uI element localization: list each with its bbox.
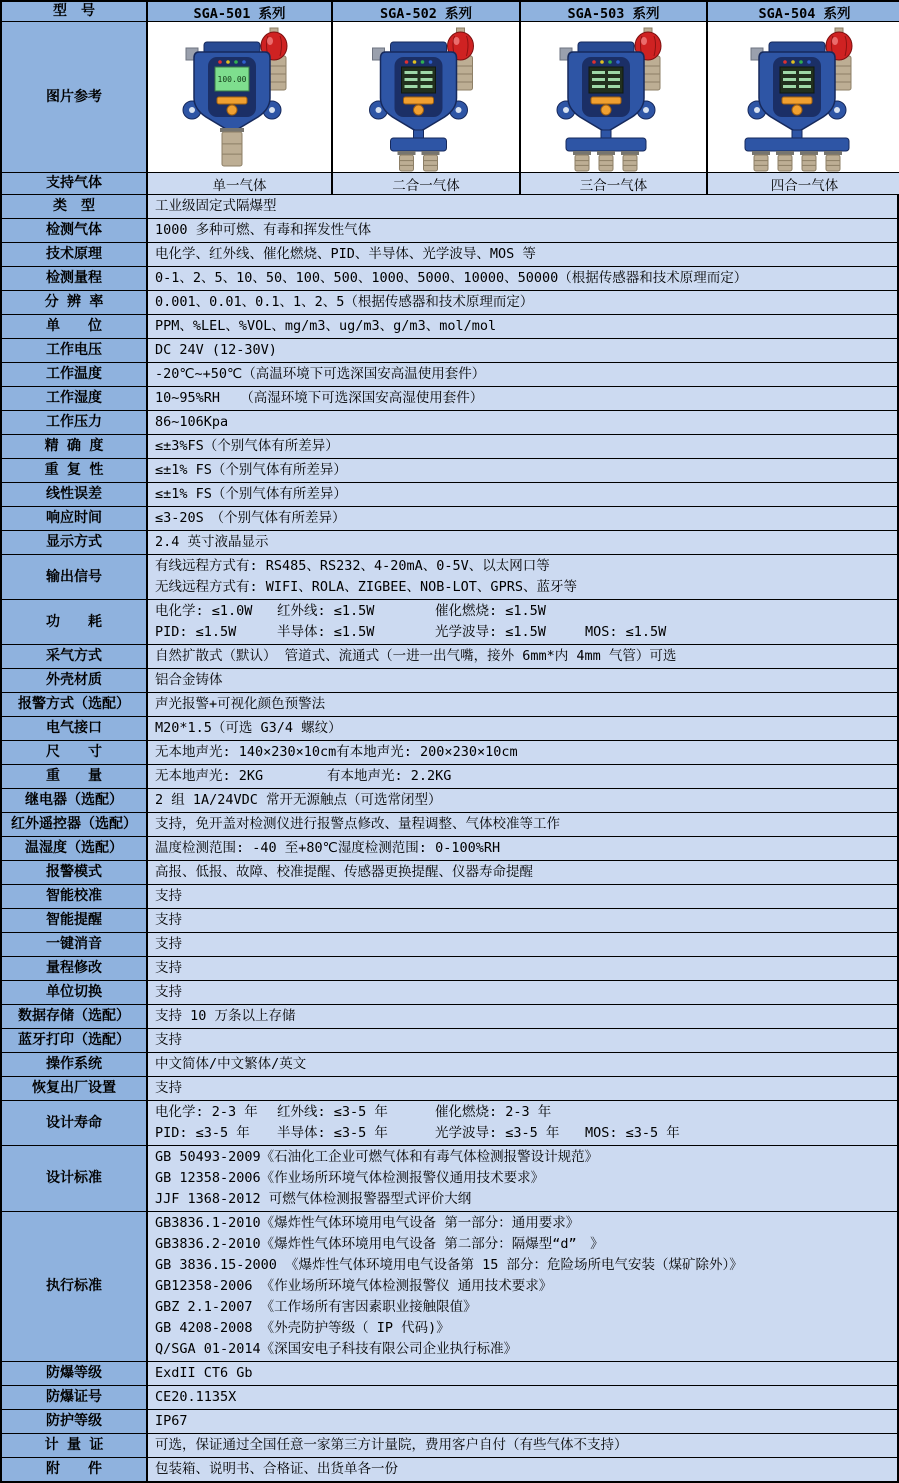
spec-segment: 半导体: ≤3-5 年	[277, 1125, 388, 1141]
spec-row	[2, 1029, 897, 1053]
spec-row	[2, 717, 897, 741]
spec-row-value	[148, 1077, 897, 1100]
model-header-label: 型 号	[2, 2, 148, 21]
spec-row-label: 显示方式	[2, 531, 148, 554]
spec-line: Q/SGA 01-2014《深国安电子科技有限公司企业执行标准》	[155, 1341, 518, 1357]
spec-row-label: 操作系统	[2, 1053, 148, 1076]
spec-row-value	[148, 813, 897, 836]
spec-row-value	[148, 669, 897, 692]
product-image-sga-503	[521, 22, 708, 172]
spec-row	[2, 1362, 897, 1386]
spec-line: 支持	[155, 912, 182, 928]
spec-line: 支持	[155, 1032, 182, 1048]
spec-line: -20℃~+50℃（高温环境下可选深国安高温使用套件）	[155, 366, 486, 382]
spec-segment: MOS: ≤3-5 年	[585, 1125, 680, 1141]
spec-line: JJF 1368-2012 可燃气体检测报警器型式评价大纲	[155, 1191, 472, 1207]
spec-segment: 红外线: ≤1.5W	[277, 603, 375, 619]
spec-line	[155, 1123, 893, 1144]
spec-row-value	[148, 483, 897, 506]
spec-line: 支持，免开盖对检测仪进行报警点修改、量程调整、气体校准等工作	[155, 816, 560, 832]
spec-row-value	[148, 459, 897, 482]
spec-row-label: 红外遥控器（选配）	[2, 813, 148, 836]
spec-line: DC 24V (12-30V)	[155, 342, 277, 358]
spec-line: M20*1.5（可选 G3/4 螺纹）	[155, 720, 342, 736]
spec-line: GB 4208-2008 《外壳防护等级（ IP 代码)》	[155, 1320, 450, 1336]
spec-row-label: 工作湿度	[2, 387, 148, 410]
spec-segment: 催化燃烧: ≤1.5W	[435, 603, 546, 619]
spec-line: ≤±1% FS（个别气体有所差异）	[155, 462, 347, 478]
spec-row	[2, 243, 897, 267]
spec-row-label: 设计寿命	[2, 1101, 148, 1145]
spec-row	[2, 339, 897, 363]
device-screen-reading: 100.00	[217, 75, 247, 84]
spec-line: 支持	[155, 960, 182, 976]
spec-row-label: 一键消音	[2, 933, 148, 956]
spec-row-label: 输出信号	[2, 555, 148, 599]
spec-line: GB3836.2-2010《爆炸性气体环境用电气设备 第二部分：隔爆型“d” 》	[155, 1236, 604, 1252]
spec-line	[155, 766, 893, 787]
spec-row	[2, 765, 897, 789]
spec-line	[155, 838, 893, 859]
spec-segment: 电化学: 2-3 年	[155, 1104, 258, 1120]
spec-row-label: 尺 寸	[2, 741, 148, 764]
spec-row-value	[148, 1146, 897, 1211]
spec-row	[2, 861, 897, 885]
spec-row	[2, 219, 897, 243]
spec-row-value	[148, 741, 897, 764]
spec-row	[2, 693, 897, 717]
spec-row-value	[148, 1101, 897, 1145]
spec-row-label: 技术原理	[2, 243, 148, 266]
spec-line: GB3836.1-2010《爆炸性气体环境用电气设备 第一部分：通用要求》	[155, 1215, 580, 1231]
spec-line: 电化学、红外线、催化燃烧、PID、半导体、光学波导、MOS 等	[155, 246, 536, 262]
spec-line: 无线远程方式有: WIFI、ROLA、ZIGBEE、NOB-LOT、GPRS、蓝牙等	[155, 579, 577, 595]
spec-row-label: 精 确 度	[2, 435, 148, 458]
model-name-sga-504: SGA-504 系列	[708, 2, 899, 21]
spec-line: GB12358-2006 《作业场所环境气体检测报警仪 通用技术要求》	[155, 1278, 553, 1294]
spec-row-label: 温湿度（选配）	[2, 837, 148, 860]
spec-row-value	[148, 885, 897, 908]
supported-gas-row	[2, 173, 897, 195]
spec-row	[2, 555, 897, 600]
spec-row-label: 防爆等级	[2, 1362, 148, 1385]
spec-row-label: 计 量 证	[2, 1434, 148, 1457]
spec-row-value	[148, 1029, 897, 1052]
model-name-sga-503: SGA-503 系列	[521, 2, 708, 21]
spec-line: ≤3-20S （个别气体有所差异）	[155, 510, 346, 526]
spec-row-value	[148, 435, 897, 458]
spec-row	[2, 1146, 897, 1212]
spec-row-value	[148, 693, 897, 716]
spec-row-label: 重 复 性	[2, 459, 148, 482]
spec-line: 高报、低报、故障、校准提醒、传感器更换提醒、仪器寿命提醒	[155, 864, 533, 880]
spec-row	[2, 1458, 897, 1481]
spec-row-value	[148, 531, 897, 554]
spec-segment: 温度检测范围: -40 至+80℃	[155, 840, 338, 856]
spec-row-value	[148, 267, 897, 290]
spec-row-value	[148, 1053, 897, 1076]
spec-row-label: 响应时间	[2, 507, 148, 530]
spec-segment: 光学波导: ≤1.5W	[435, 624, 546, 640]
spec-row-value	[148, 363, 897, 386]
device-illustration	[521, 22, 706, 172]
spec-row	[2, 837, 897, 861]
spec-line: 支持	[155, 936, 182, 952]
spec-line	[155, 622, 893, 643]
spec-line: 声光报警+可视化颜色预警法	[155, 696, 326, 712]
spec-row	[2, 1212, 897, 1362]
spec-row-value	[148, 765, 897, 788]
supported-gas-label: 支持气体	[2, 173, 148, 194]
product-image-sga-502	[333, 22, 521, 172]
spec-line: 10~95%RH （高湿环境下可选深国安高湿使用套件）	[155, 390, 484, 406]
spec-row-label: 智能校准	[2, 885, 148, 908]
spec-row-value	[148, 837, 897, 860]
spec-row	[2, 1434, 897, 1458]
spec-row-label: 量程修改	[2, 957, 148, 980]
device-illustration	[148, 22, 331, 172]
spec-row	[2, 267, 897, 291]
spec-row	[2, 1410, 897, 1434]
spec-row-value	[148, 909, 897, 932]
spec-row	[2, 885, 897, 909]
spec-row-label: 工作压力	[2, 411, 148, 434]
spec-line: 包装箱、说明书、合格证、出货单各一份	[155, 1461, 398, 1477]
spec-row-label: 继电器（选配）	[2, 789, 148, 812]
spec-line: 中文简体/中文繁体/英文	[155, 1056, 307, 1072]
spec-row	[2, 1077, 897, 1101]
spec-segment: 无本地声光: 140×230×10cm	[155, 744, 337, 760]
spec-row	[2, 957, 897, 981]
spec-row	[2, 1386, 897, 1410]
spec-line: ≤±3%FS（个别气体有所差异）	[155, 438, 339, 454]
spec-line: GB 3836.15-2000 《爆炸性气体环境用电气设备第 15 部分：危险场所电气安装（煤矿除外）》	[155, 1257, 743, 1273]
spec-row-value	[148, 1362, 897, 1385]
spec-row-label: 外壳材质	[2, 669, 148, 692]
spec-line: 可选，保证通过全国任意一家第三方计量院，费用客户自付（有些气体不支持）	[155, 1437, 628, 1453]
spec-row-value	[148, 291, 897, 314]
image-row	[2, 22, 897, 173]
spec-row-label: 单 位	[2, 315, 148, 338]
gas-type-2in1: 二合一气体	[333, 173, 521, 194]
spec-row-value	[148, 717, 897, 740]
spec-row	[2, 531, 897, 555]
spec-row-label: 报警模式	[2, 861, 148, 884]
model-name-sga-502: SGA-502 系列	[333, 2, 521, 21]
spec-row-label: 检测量程	[2, 267, 148, 290]
spec-row-label: 工作电压	[2, 339, 148, 362]
spec-row-label: 执行标准	[2, 1212, 148, 1361]
spec-row-value	[148, 1410, 897, 1433]
spec-segment: 半导体: ≤1.5W	[277, 624, 375, 640]
spec-row-label: 数据存储（选配）	[2, 1005, 148, 1028]
spec-row-label: 附 件	[2, 1458, 148, 1481]
spec-row-value	[148, 387, 897, 410]
spec-row-label: 重 量	[2, 765, 148, 788]
spec-line: GBZ 2.1-2007 《工作场所有害因素职业接触限值》	[155, 1299, 477, 1315]
spec-row	[2, 363, 897, 387]
spec-line	[155, 601, 893, 622]
spec-line: CE20.1135X	[155, 1389, 237, 1405]
spec-line: ExdII CT6 Gb	[155, 1365, 253, 1381]
spec-row-label: 防爆证号	[2, 1386, 148, 1409]
spec-segment: 电化学: ≤1.0W	[155, 603, 253, 619]
spec-line	[155, 742, 893, 763]
spec-segment: 无本地声光: 2KG	[155, 768, 264, 784]
spec-row-value	[148, 1386, 897, 1409]
spec-line: GB 50493-2009《石油化工企业可燃气体和有毒气体检测报警设计规范》	[155, 1149, 599, 1165]
spec-row	[2, 507, 897, 531]
spec-row-label: 智能提醒	[2, 909, 148, 932]
spec-row-value	[148, 600, 897, 644]
spec-row-value	[148, 315, 897, 338]
spec-row	[2, 789, 897, 813]
spec-row	[2, 411, 897, 435]
spec-row	[2, 387, 897, 411]
spec-row-value	[148, 1434, 897, 1457]
spec-line: 工业级固定式隔爆型	[155, 198, 277, 214]
image-row-label: 图片参考	[2, 22, 148, 172]
spec-row-value	[148, 933, 897, 956]
spec-row-value	[148, 195, 897, 218]
spec-line: 2.4 英寸液晶显示	[155, 534, 269, 550]
spec-row	[2, 1053, 897, 1077]
gas-type-single: 单一气体	[148, 173, 333, 194]
spec-row-label: 检测气体	[2, 219, 148, 242]
gas-type-3in1: 三合一气体	[521, 173, 708, 194]
spec-row-value	[148, 1212, 897, 1361]
spec-segment: MOS: ≤1.5W	[585, 624, 667, 640]
spec-line: PPM、%LEL、%VOL、mg/m3、ug/m3、g/m3、mol/mol	[155, 318, 497, 334]
spec-line: IP67	[155, 1413, 188, 1429]
header-row	[2, 2, 897, 22]
spec-row-value	[148, 411, 897, 434]
spec-line: GB 12358-2006《作业场所环境气体检测报警仪通用技术要求》	[155, 1170, 545, 1186]
spec-segment: PID: ≤3-5 年	[155, 1125, 250, 1141]
spec-row	[2, 459, 897, 483]
spec-row-value	[148, 339, 897, 362]
spec-line: 自然扩散式（默认） 管道式、流通式（一进一出气嘴，接外 6mm*内 4mm 气管）可选	[155, 648, 677, 664]
spec-row	[2, 813, 897, 837]
spec-segment: 光学波导: ≤3-5 年	[435, 1125, 560, 1141]
spec-row-value	[148, 861, 897, 884]
spec-row	[2, 909, 897, 933]
spec-line: 2 组 1A/24VDC 常开无源触点（可选常闭型）	[155, 792, 442, 808]
spec-line: 86~106Kpa	[155, 414, 229, 430]
spec-row-label: 蓝牙打印（选配）	[2, 1029, 148, 1052]
spec-row-label: 分 辨 率	[2, 291, 148, 314]
spec-line: 支持 10 万条以上存储	[155, 1008, 296, 1024]
gas-type-4in1: 四合一气体	[708, 173, 899, 194]
spec-segment: 催化燃烧: 2-3 年	[435, 1104, 552, 1120]
spec-row-label: 工作温度	[2, 363, 148, 386]
spec-row-value	[148, 1458, 897, 1481]
model-name-sga-501: SGA-501 系列	[148, 2, 333, 21]
spec-line: 支持	[155, 984, 182, 1000]
spec-row	[2, 741, 897, 765]
spec-line: 有线远程方式有: RS485、RS232、4-20mA、0-5V、以太网口等	[155, 558, 550, 574]
spec-line: 支持	[155, 1080, 182, 1096]
spec-line: 1000 多种可燃、有毒和挥发性气体	[155, 222, 372, 238]
spec-row-label: 采气方式	[2, 645, 148, 668]
spec-row	[2, 600, 897, 645]
spec-row-value	[148, 219, 897, 242]
spec-row	[2, 1101, 897, 1146]
spec-row	[2, 291, 897, 315]
spec-segment: 湿度检测范围: 0-100%RH	[337, 840, 501, 856]
spec-line	[155, 1102, 893, 1123]
spec-row-value	[148, 957, 897, 980]
spec-row	[2, 933, 897, 957]
device-illustration	[708, 22, 899, 172]
spec-line: 铝合金铸体	[155, 672, 223, 688]
spec-row-label: 防护等级	[2, 1410, 148, 1433]
spec-line: 0-1、2、5、10、50、100、500、1000、5000、10000、50000（根据传感器和技术原理而定）	[155, 270, 748, 286]
product-image-sga-501	[148, 22, 333, 172]
spec-row	[2, 315, 897, 339]
spec-line: 0.001、0.01、0.1、1、2、5（根据传感器和技术原理而定）	[155, 294, 534, 310]
spec-rows-container	[2, 195, 897, 1481]
spec-row	[2, 483, 897, 507]
spec-row-value	[148, 1005, 897, 1028]
spec-line: 支持	[155, 888, 182, 904]
spec-row-value	[148, 645, 897, 668]
product-image-sga-504	[708, 22, 899, 172]
spec-row	[2, 645, 897, 669]
spec-row	[2, 981, 897, 1005]
spec-row-label: 恢复出厂设置	[2, 1077, 148, 1100]
spec-row-label: 电气接口	[2, 717, 148, 740]
spec-row-label: 功 耗	[2, 600, 148, 644]
spec-row-label: 报警方式（选配）	[2, 693, 148, 716]
spec-row-label: 设计标准	[2, 1146, 148, 1211]
spec-row-label: 单位切换	[2, 981, 148, 1004]
spec-row	[2, 669, 897, 693]
spec-segment: PID: ≤1.5W	[155, 624, 237, 640]
spec-row	[2, 1005, 897, 1029]
spec-line: ≤±1% FS（个别气体有所差异）	[155, 486, 347, 502]
spec-segment: 有本地声光: 2.2KG	[327, 768, 452, 784]
spec-segment: 有本地声光: 200×230×10cm	[336, 744, 518, 760]
spec-row-value	[148, 789, 897, 812]
spec-row-label: 类 型	[2, 195, 148, 218]
spec-row-value	[148, 981, 897, 1004]
spec-row-label: 线性误差	[2, 483, 148, 506]
spec-segment: 红外线: ≤3-5 年	[277, 1104, 388, 1120]
spec-row-value	[148, 243, 897, 266]
spec-row	[2, 435, 897, 459]
device-illustration	[333, 22, 519, 172]
spec-row-value	[148, 507, 897, 530]
spec-row-value	[148, 555, 897, 599]
spec-row	[2, 195, 897, 219]
